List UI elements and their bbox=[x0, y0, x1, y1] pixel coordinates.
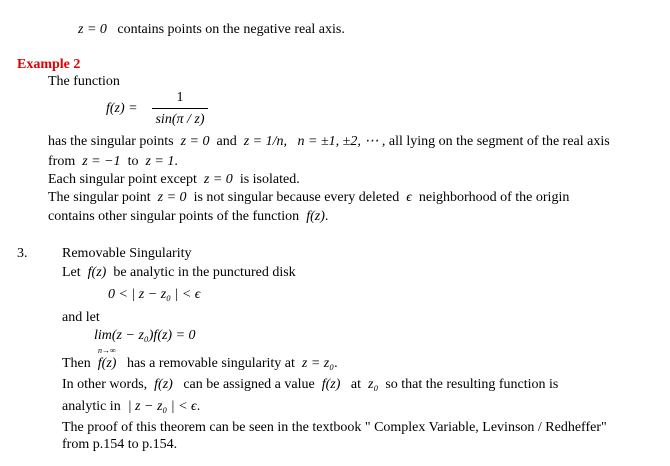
math: z₀ bbox=[368, 377, 379, 392]
example-heading: Example 2 bbox=[17, 57, 81, 72]
limit-subscript: n→∞ bbox=[98, 346, 116, 355]
and-let: and let bbox=[62, 310, 100, 325]
disk-inequality: 0 < | z − z₀ | < ϵ bbox=[108, 287, 201, 302]
text: . bbox=[324, 209, 329, 224]
line-from-pages: from p.154 to p.154. bbox=[62, 437, 178, 452]
math: f(z) bbox=[154, 377, 173, 392]
text: . bbox=[334, 356, 338, 371]
math: z = 1 bbox=[145, 154, 175, 169]
text: can be assigned a value bbox=[183, 377, 315, 392]
text: analytic in bbox=[62, 399, 121, 414]
text: has a removable singularity at bbox=[126, 356, 295, 371]
item-number: 3. bbox=[17, 246, 28, 261]
math: f(z) bbox=[87, 265, 107, 280]
math: f(z) bbox=[97, 356, 117, 371]
math: f(z) bbox=[321, 377, 341, 392]
text: so that the resulting function is bbox=[385, 377, 559, 392]
math: z = 0 bbox=[203, 172, 233, 187]
line-let bbox=[62, 265, 296, 281]
formula-numerator: 1 bbox=[176, 90, 184, 105]
math: n = ±1, ±2, ⋯ , bbox=[297, 134, 386, 149]
line-proof: The proof of this theorem can be seen in the textbook " Complex Variable, Levinson / Redheffer" bbox=[62, 420, 607, 435]
text: is not singular because every deleted bbox=[193, 190, 400, 205]
line-from bbox=[48, 154, 178, 170]
math: f(z) bbox=[306, 209, 325, 224]
intro-line bbox=[78, 22, 345, 38]
formula-denominator: sin(π / z) bbox=[155, 112, 205, 127]
formula-lhs: f(z) = bbox=[106, 101, 138, 116]
text: be analytic in the punctured disk bbox=[113, 265, 296, 280]
text: contains points on the negative real axis. bbox=[117, 22, 345, 37]
line-has bbox=[48, 134, 610, 150]
text: . bbox=[196, 399, 201, 414]
math: z = 0 bbox=[180, 134, 210, 149]
text: Each singular point except bbox=[48, 172, 197, 187]
limit-expression: lim(z − z₀)f(z) = 0 bbox=[94, 328, 196, 343]
text: Let bbox=[62, 265, 81, 280]
math: z = 0 bbox=[157, 190, 187, 205]
line-contains bbox=[48, 209, 328, 225]
math: | z − z₀ | < ϵ bbox=[127, 399, 197, 414]
math: z = −1 bbox=[82, 154, 121, 169]
item-heading: Removable Singularity bbox=[62, 246, 192, 261]
text: and bbox=[216, 134, 237, 149]
line-then bbox=[62, 356, 338, 372]
line-other-words bbox=[62, 377, 558, 393]
line-analytic bbox=[62, 399, 200, 415]
math: z = 1/n, bbox=[243, 134, 288, 149]
fraction-bar bbox=[152, 108, 208, 109]
math: ϵ bbox=[406, 190, 412, 205]
line-each bbox=[48, 172, 300, 188]
math-z-eq-0: z = 0 bbox=[78, 22, 107, 37]
text: The singular point bbox=[48, 190, 151, 205]
text: at bbox=[350, 377, 361, 392]
text: has the singular points bbox=[48, 134, 174, 149]
text: contains other singular points of the function bbox=[48, 209, 300, 224]
text: from bbox=[48, 154, 76, 169]
text: all lying on the segment of the real axis bbox=[388, 134, 610, 149]
text: In other words, bbox=[62, 377, 148, 392]
text: is isolated. bbox=[239, 172, 300, 187]
example-intro: The function bbox=[48, 74, 120, 89]
text: to bbox=[127, 154, 139, 169]
math: z = z₀ bbox=[301, 356, 335, 371]
text: neighborhood of the origin bbox=[418, 190, 570, 205]
line-singular-point bbox=[48, 190, 569, 206]
text: . bbox=[174, 154, 178, 169]
text: Then bbox=[62, 356, 91, 371]
